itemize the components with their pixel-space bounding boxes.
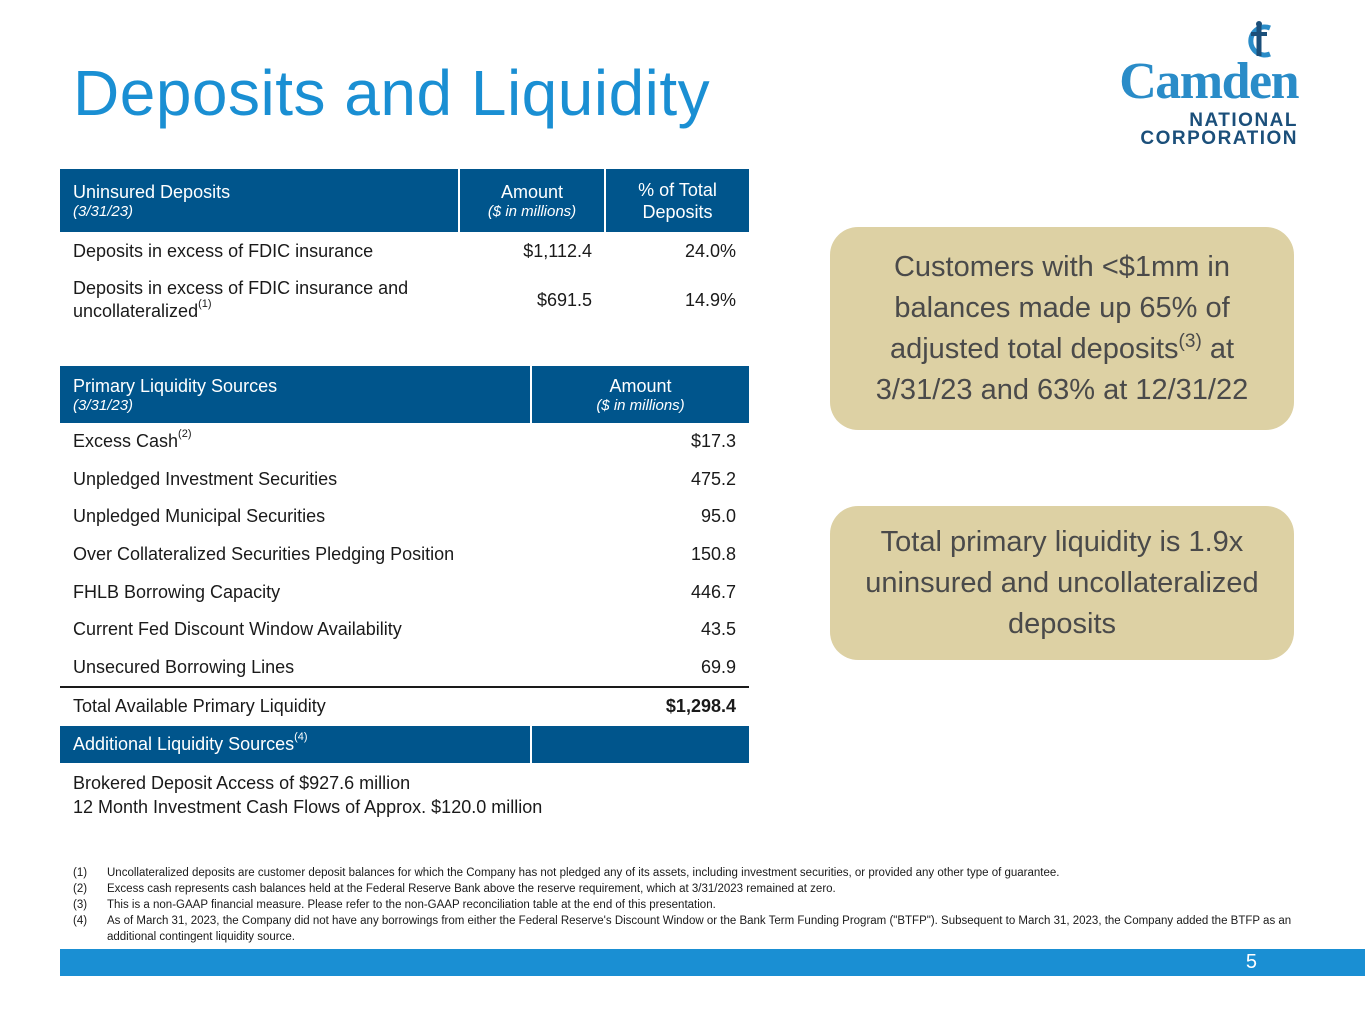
header-additional-sources: Additional Liquidity Sources$^{(4)}$ [60, 726, 531, 763]
table-row [60, 232, 749, 270]
additional-sources-text [60, 763, 749, 819]
row-amount: $1,112.4 [523, 240, 592, 261]
row-amount: 43.5 [700, 619, 736, 640]
total-amount: $1,298.4 [531, 687, 749, 726]
header-amount [531, 366, 749, 423]
footnote-number: (1) [73, 867, 88, 879]
callout-text: Total primary liquidity is 1.9x uninsured and uncollateralized deposits [865, 525, 1259, 640]
row-amount: $17.3 [690, 431, 736, 452]
row-amount: 446.7 [690, 581, 736, 602]
row-label: Unsecured Borrowing Lines [73, 656, 295, 677]
primary-liquidity-table [60, 366, 749, 819]
row-label: FHLB Borrowing Capacity [73, 581, 281, 602]
header-date: (3/31/23) [73, 396, 134, 414]
row-pct: 14.9% [684, 289, 736, 310]
callout-liquidity-coverage [830, 506, 1294, 660]
logo-wordmark: Camden [1119, 53, 1298, 110]
row-label: Excess Cash$^{(2)}$ [73, 428, 192, 452]
table-row [60, 611, 749, 649]
total-label: Total Available Primary Liquidity [60, 687, 531, 726]
logo-subtitle-1: NATIONAL [1189, 110, 1298, 131]
footnote-text: This is a non-GAAP financial measure. Please refer to the non-GAAP reconciliation table at the end of this presentation. [107, 899, 716, 911]
header-units: ($ in millions) [596, 396, 685, 414]
footer-bar [60, 949, 1365, 976]
row-label: Unpledged Investment Securities [73, 468, 338, 489]
table-row [60, 573, 749, 611]
footnote [73, 913, 1303, 945]
footnote-ref: (1) [198, 298, 212, 310]
table-row [60, 498, 749, 536]
row-pct: 24.0% [684, 240, 736, 261]
row-label: Over Collateralized Securities Pledging Position [73, 544, 455, 565]
table-row [60, 536, 749, 574]
footnotes [73, 865, 1303, 945]
header-label: Uninsured Deposits [73, 181, 231, 202]
row-amount: 95.0 [700, 506, 736, 527]
uninsured-deposits-table [60, 169, 749, 330]
header-label: Amount [500, 181, 564, 202]
total-row [60, 687, 749, 726]
page-title: Deposits and Liquidity [73, 57, 711, 129]
table-row [60, 461, 749, 499]
header-units: ($ in millions) [487, 202, 577, 220]
footnote-number: (2) [73, 883, 88, 895]
table-row [60, 423, 749, 461]
footnote-ref: (2) [178, 428, 192, 441]
investment-cash-flows-line: 12 Month Investment Cash Flows of Approx. $120.0 million [73, 796, 543, 817]
row-label: Current Fed Discount Window Availability [73, 619, 402, 640]
row-amount: $691.5 [536, 289, 592, 310]
additional-sources-header-row [60, 726, 749, 763]
header-uninsured-deposits [60, 169, 459, 232]
footnote-text: Uncollateralized deposits are customer deposit balances for which the Company has not pledged any of its assets, including investment securities, or provided any other type of guarantee. [107, 867, 1060, 879]
row-amount: 69.9 [700, 656, 736, 677]
footnote-number: (3) [73, 899, 88, 911]
brokered-deposit-line: Brokered Deposit Access of $927.6 million [73, 772, 411, 793]
row-label: Unpledged Municipal Securities [73, 506, 326, 527]
table-row [60, 649, 749, 688]
row-label: Deposits in excess of FDIC insurance and uncollateralized$^{(1)}$ [73, 278, 409, 321]
footnote-text: Excess cash represents cash balances held at the Federal Reserve Bank above the reserve requirement, which at 3/31/2023 remained at zero. [107, 883, 836, 895]
header-liquidity-sources [60, 366, 531, 423]
callout-deposits-mix [830, 227, 1294, 430]
additional-sources-row [60, 763, 749, 819]
header-label: Amount [609, 375, 672, 396]
table-header-row [60, 366, 749, 423]
callout-text: Customers with <$1mm in balances made up 65% of adjusted total deposits$^{(3)}$ at 3/31/23 and 63% at 12/31/22 [875, 250, 1249, 406]
header-pct-total: % of Total Deposits [605, 169, 749, 232]
footnote [73, 897, 1303, 913]
logo-subtitle-2: CORPORATION [1140, 128, 1298, 149]
row-label: Deposits in excess of FDIC insurance [73, 240, 374, 261]
table-header-row [60, 169, 749, 232]
footnote-number: (4) [73, 915, 88, 927]
company-logo [1100, 22, 1300, 147]
footnote-ref: (3) [1178, 330, 1202, 352]
header-date: (3/31/23) [73, 202, 134, 220]
page-number: 5 [1245, 951, 1257, 973]
footnote-ref: (4) [294, 731, 308, 744]
row-amount: 475.2 [690, 468, 736, 489]
footnote [73, 865, 1303, 881]
table-row [60, 270, 749, 330]
footnote-text: As of March 31, 2023, the Company did not have any borrowings from either the Federal Reserve's Discount Window or the Bank Term Funding Program ("BTFP"). Subsequent to March 31, 2023, the Company added the BTFP as an additional contingent liquidity source. [107, 915, 1292, 943]
row-amount: 150.8 [690, 544, 736, 565]
header-amount [459, 169, 605, 232]
footnote [73, 881, 1303, 897]
header-empty [531, 726, 749, 763]
header-label: Primary Liquidity Sources [73, 375, 278, 396]
